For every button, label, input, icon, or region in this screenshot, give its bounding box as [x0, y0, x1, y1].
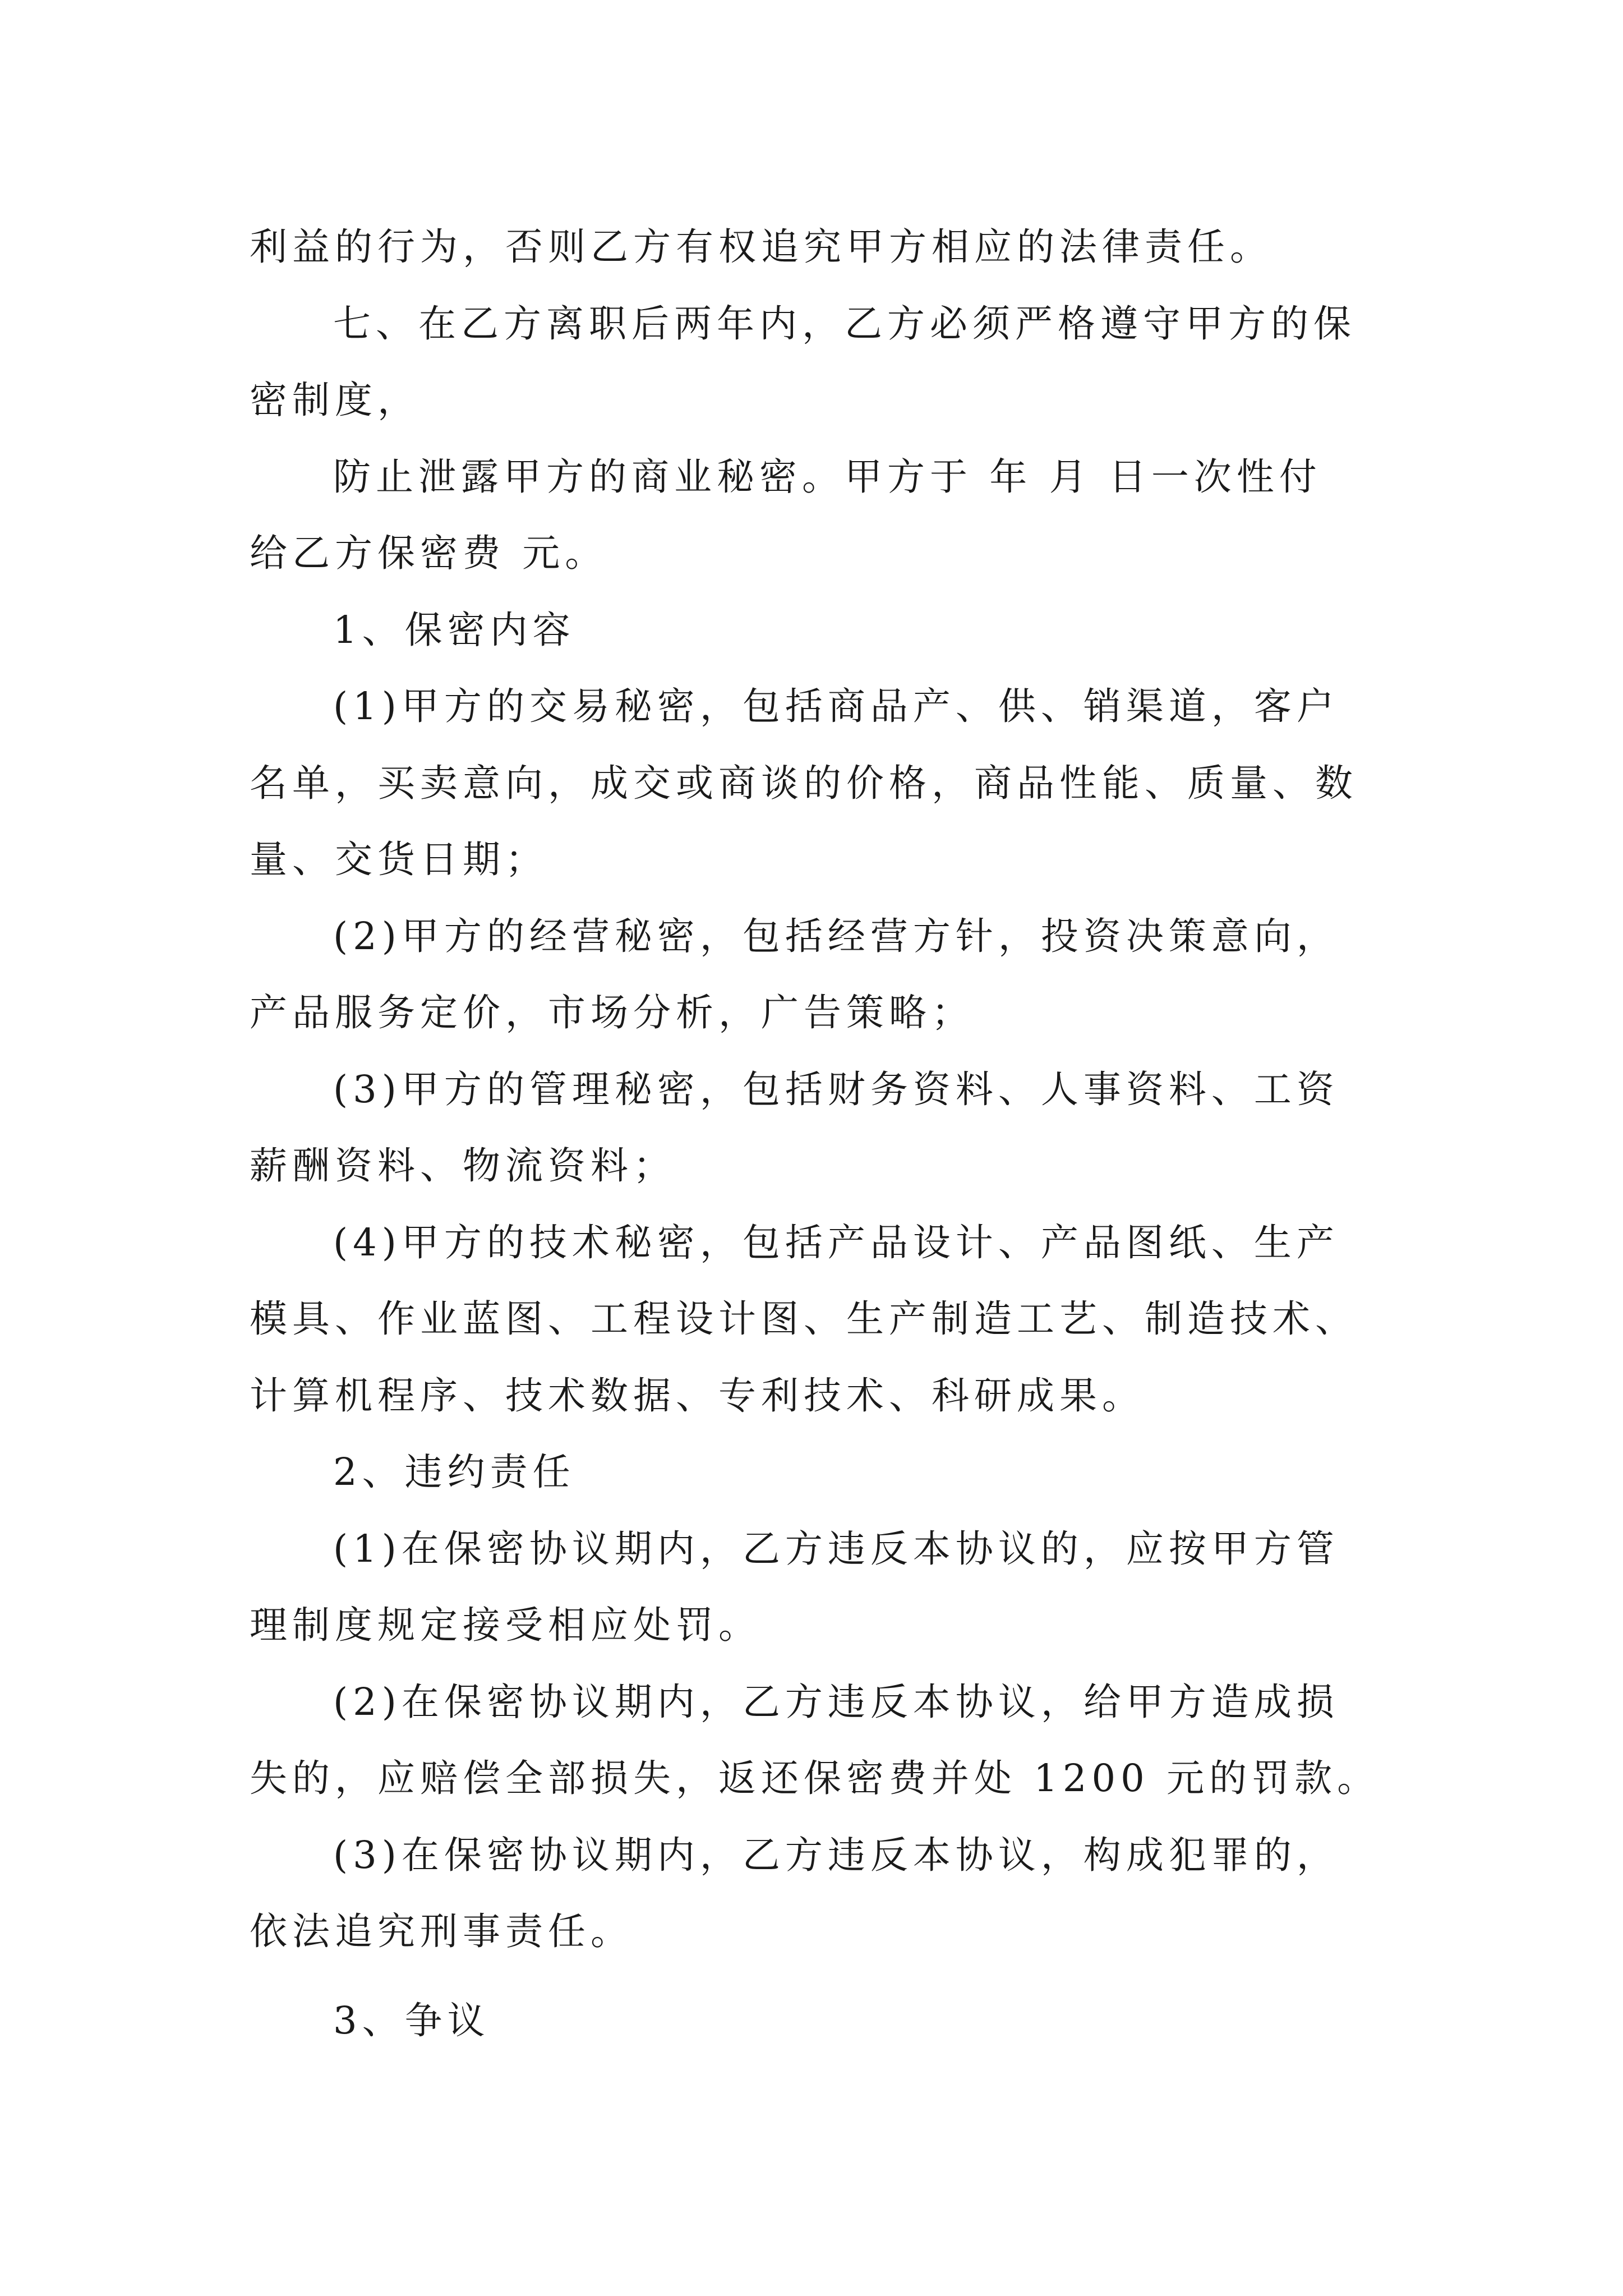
text-line: 密制度，	[250, 378, 420, 422]
text-line: 模具、作业蓝图、工程设计图、生产制造工艺、制造技术、	[250, 1297, 1358, 1341]
text-line: 名单，买卖意向，成交或商谈的价格，商品性能、质量、数	[250, 761, 1358, 805]
text-line: 给乙方保密费 元。	[250, 531, 608, 575]
text-line: 产品服务定价，市场分析，广告策略；	[250, 991, 974, 1034]
text-line: (1)在保密协议期内，乙方违反本协议的，应按甲方管	[333, 1526, 1339, 1571]
text-line: (3)在保密协议期内，乙方违反本协议，构成犯罪的，	[333, 1833, 1339, 1877]
text-line: 薪酬资料、物流资料；	[250, 1144, 676, 1188]
text-line: (1)甲方的交易秘密，包括商品产、供、销渠道，客户	[333, 684, 1339, 728]
text-line: 失的，应赔偿全部损失，返还保密费并处 1200 元的罚款。	[250, 1756, 1380, 1800]
text-line: (3)甲方的管理秘密，包括财务资料、人事资料、工资	[333, 1067, 1339, 1111]
text-line: 利益的行为，否则乙方有权追究甲方相应的法律责任。	[250, 225, 1272, 269]
text-line: (2)甲方的经营秘密，包括经营方针，投资决策意向，	[333, 914, 1339, 958]
text-line: 依法追究刑事责任。	[250, 1910, 633, 1953]
text-line: 量、交货日期；	[250, 838, 548, 881]
section-heading: 2、违约责任	[333, 1450, 575, 1494]
text-line: (4)甲方的技术秘密，包括产品设计、产品图纸、生产	[333, 1220, 1339, 1264]
text-line: 防止泄露甲方的商业秘密。甲方于 年 月 日一次性付	[333, 454, 1322, 499]
text-line: 计算机程序、技术数据、专利技术、科研成果。	[250, 1373, 1145, 1418]
text-line: (2)在保密协议期内，乙方违反本协议，给甲方造成损	[333, 1680, 1339, 1724]
text-line: 七、在乙方离职后两年内，乙方必须严格遵守甲方的保	[333, 301, 1356, 346]
section-heading: 1、保密内容	[333, 608, 575, 652]
document-body	[250, 209, 1382, 2059]
section-heading: 3、争议	[333, 1998, 490, 2042]
text-line: 理制度规定接受相应处罚。	[250, 1603, 761, 1647]
